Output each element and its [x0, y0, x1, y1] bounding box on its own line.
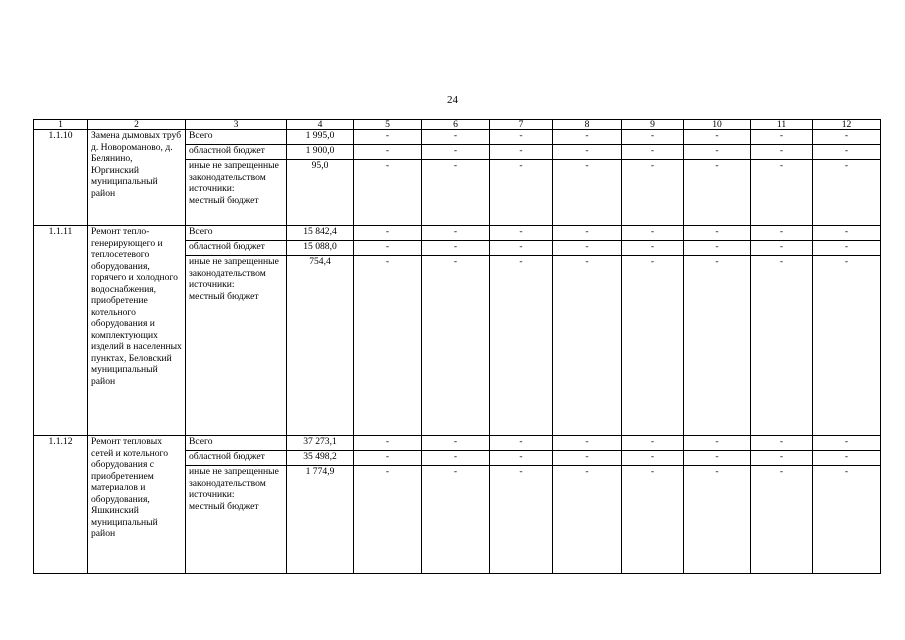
empty-value: - [422, 145, 490, 160]
source-label: областной бюджет [186, 241, 287, 256]
amount-value: 37 273,1 [287, 436, 354, 451]
empty-value: - [422, 130, 490, 145]
empty-value: - [684, 466, 751, 574]
empty-value: - [813, 451, 881, 466]
empty-value: - [422, 256, 490, 436]
empty-value: - [553, 466, 622, 574]
item-name: Ремонт тепловых сетей и котельного оборудования с приобретением материалов и оборудования, Яшкинский муниципальный район [88, 436, 186, 574]
page-number: 24 [447, 94, 458, 106]
source-label: Всего [186, 436, 287, 451]
source-label: Всего [186, 226, 287, 241]
amount-value: 15 842,4 [287, 226, 354, 241]
empty-value: - [751, 466, 813, 574]
column-header: 9 [622, 120, 684, 130]
other-sources-label: иные не запрещенные законодательством источники: [189, 466, 279, 500]
amount-value: 754,4 [287, 256, 354, 436]
empty-value: - [553, 451, 622, 466]
source-label: Всего [186, 130, 287, 145]
empty-value: - [684, 451, 751, 466]
empty-value: - [553, 436, 622, 451]
amount-value: 1 995,0 [287, 130, 354, 145]
empty-value: - [813, 130, 881, 145]
empty-value: - [490, 436, 553, 451]
empty-value: - [813, 145, 881, 160]
amount-value: 15 088,0 [287, 241, 354, 256]
item-name: Ремонт тепло-генерирующего и теплосетевого оборудования, горячего и холодного водоснабжения, приобретение котельного оборудования и комплектующих изделий в населенных пунктах, Беловский муниципальный район [88, 226, 186, 436]
empty-value: - [622, 436, 684, 451]
local-budget-label: местный бюджет [189, 290, 259, 302]
empty-value: - [622, 145, 684, 160]
local-budget-label: местный бюджет [189, 500, 259, 512]
amount-value: 1 900,0 [287, 145, 354, 160]
empty-value: - [422, 241, 490, 256]
empty-value: - [490, 256, 553, 436]
empty-value: - [490, 226, 553, 241]
empty-value: - [684, 130, 751, 145]
empty-value: - [354, 436, 422, 451]
amount-value: 95,0 [287, 160, 354, 226]
column-header: 2 [88, 120, 186, 130]
empty-value: - [490, 466, 553, 574]
column-header: 5 [354, 120, 422, 130]
table-row [34, 226, 881, 241]
empty-value: - [751, 130, 813, 145]
empty-value: - [751, 256, 813, 436]
column-header: 6 [422, 120, 490, 130]
empty-value: - [813, 160, 881, 226]
funding-table [33, 119, 881, 574]
empty-value: - [684, 226, 751, 241]
item-number: 1.1.12 [34, 436, 88, 574]
amount-value: 35 498,2 [287, 451, 354, 466]
empty-value: - [622, 226, 684, 241]
column-header: 10 [684, 120, 751, 130]
other-sources-cell [186, 466, 287, 574]
column-header: 11 [751, 120, 813, 130]
item-name: Замена дымовых труб д. Новороманово, д. Белянино, Юргинский муниципальный район [88, 130, 186, 226]
empty-value: - [354, 256, 422, 436]
empty-value: - [684, 145, 751, 160]
other-sources-cell [186, 160, 287, 226]
header-row [34, 120, 881, 130]
empty-value: - [422, 160, 490, 226]
item-number: 1.1.10 [34, 130, 88, 226]
empty-value: - [490, 145, 553, 160]
local-budget-label: местный бюджет [189, 194, 259, 206]
empty-value: - [354, 466, 422, 574]
empty-value: - [422, 436, 490, 451]
empty-value: - [354, 451, 422, 466]
table-row [34, 130, 881, 145]
source-label: областной бюджет [186, 145, 287, 160]
empty-value: - [622, 130, 684, 145]
empty-value: - [553, 226, 622, 241]
empty-value: - [354, 130, 422, 145]
empty-value: - [553, 241, 622, 256]
empty-value: - [622, 451, 684, 466]
empty-value: - [422, 226, 490, 241]
empty-value: - [490, 451, 553, 466]
column-header: 12 [813, 120, 881, 130]
empty-value: - [684, 241, 751, 256]
empty-value: - [553, 145, 622, 160]
empty-value: - [622, 160, 684, 226]
empty-value: - [751, 145, 813, 160]
empty-value: - [751, 160, 813, 226]
empty-value: - [622, 256, 684, 436]
column-header: 8 [553, 120, 622, 130]
column-header: 1 [34, 120, 88, 130]
column-header: 7 [490, 120, 553, 130]
empty-value: - [751, 451, 813, 466]
empty-value: - [553, 160, 622, 226]
table-row [34, 436, 881, 451]
empty-value: - [684, 160, 751, 226]
empty-value: - [813, 226, 881, 241]
amount-value: 1 774,9 [287, 466, 354, 574]
empty-value: - [422, 466, 490, 574]
other-sources-cell [186, 256, 287, 436]
empty-value: - [622, 241, 684, 256]
other-sources-label: иные не запрещенные законодательством источники: [189, 160, 279, 194]
empty-value: - [622, 466, 684, 574]
empty-value: - [422, 451, 490, 466]
item-number: 1.1.11 [34, 226, 88, 436]
empty-value: - [813, 466, 881, 574]
source-label: областной бюджет [186, 451, 287, 466]
empty-value: - [813, 256, 881, 436]
empty-value: - [553, 256, 622, 436]
empty-value: - [684, 256, 751, 436]
column-header: 3 [186, 120, 287, 130]
empty-value: - [490, 160, 553, 226]
empty-value: - [813, 241, 881, 256]
column-header: 4 [287, 120, 354, 130]
empty-value: - [354, 226, 422, 241]
empty-value: - [813, 436, 881, 451]
other-sources-label: иные не запрещенные законодательством источники: [189, 256, 279, 290]
empty-value: - [751, 241, 813, 256]
empty-value: - [490, 241, 553, 256]
empty-value: - [354, 160, 422, 226]
empty-value: - [684, 436, 751, 451]
empty-value: - [751, 226, 813, 241]
empty-value: - [751, 436, 813, 451]
empty-value: - [490, 130, 553, 145]
empty-value: - [553, 130, 622, 145]
empty-value: - [354, 241, 422, 256]
empty-value: - [354, 145, 422, 160]
